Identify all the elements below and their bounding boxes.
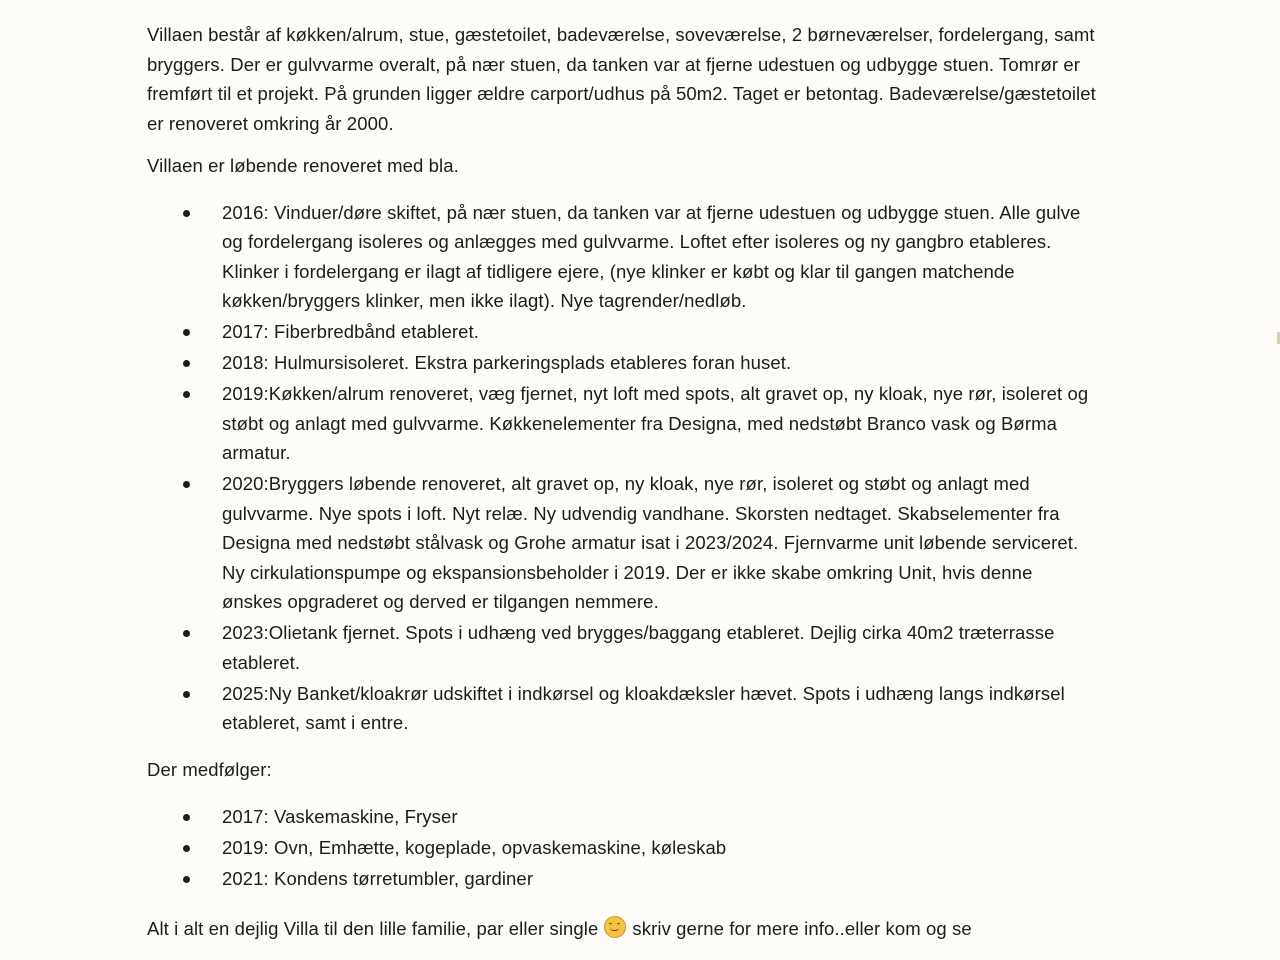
renovation-text: 2020:Bryggers løbende renoveret, alt gravet op, ny kloak, nye rør, isoleret og støbt og anlagt med gulvvarme. Nye spots i loft. Nyt relæ. Ny udvendig vandhane. Skorsten nedtaget. Skabselementer fra Designa med nedstøbt stålvask og Grohe armatur isat i 2023/2024. Fjernvarme unit løbende serviceret. Ny cirkulationspumpe og ekspansionsbeholder i 2019. Der er ikke skabe omkring Unit, hvis denne ønskes opgraderet og derved er tilgangen nemmere.: [222, 473, 1079, 612]
bullet-icon: [183, 691, 190, 698]
renovation-text: 2018: Hulmursisoleret. Ekstra parkeringsplads etableres foran huset.: [222, 352, 792, 373]
list-item: [147, 348, 1097, 378]
bullet-icon: [183, 210, 190, 217]
included-text: 2019: Ovn, Emhætte, kogeplade, opvaskemaskine, køleskab: [222, 837, 727, 858]
list-item: [147, 379, 1097, 468]
bullet-icon: [183, 876, 190, 883]
renovation-text: 2016: Vinduer/døre skiftet, på nær stuen, da tanken var at fjerne udestuen og udbygge stuen. Alle gulve og fordelergang isoleres og anlægges med gulvvarme. Loftet efter isoleres og ny gangbro etableres. Klinker i fordelergang er ilagt af tidligere ejere, (nye klinker er købt og klar til gangen matchende køkken/bryggers klinker, men ikke ilagt). Nye tagrender/nedløb.: [222, 201, 1081, 311]
list-item: [147, 802, 1097, 832]
document-page: [147, 20, 1097, 943]
renovation-text: 2017: Fiberbredbånd etableret.: [222, 321, 480, 342]
included-text: 2021: Kondens tørretumbler, gardiner: [222, 868, 534, 889]
bullet-icon: [183, 481, 190, 488]
bullet-icon: [183, 360, 190, 367]
renovation-text: 2019:Køkken/alrum renoveret, væg fjernet, nyt loft med spots, alt gravet op, ny kloak, nye rør, isoleret og støbt og anlagt med gulvvarme. Køkkenelementer fra Designa, med nedstøbt Branco vask og Børma armatur.: [222, 383, 1089, 463]
included-text: 2017: Vaskemaskine, Fryser: [222, 806, 458, 827]
closing-text-start: Alt i alt en dejlig Villa til den lille familie, par eller single: [147, 917, 599, 939]
renovation-text: 2023:Olietank fjernet. Spots i udhæng ved brygges/baggang etableret. Dejlig cirka 40m2 træterrasse etableret.: [222, 622, 1055, 673]
list-item: [147, 198, 1097, 316]
list-item: [147, 679, 1097, 738]
smiley-emoji-icon: [604, 916, 626, 938]
bullet-icon: [183, 845, 190, 852]
bullet-icon: [183, 630, 190, 637]
included-heading: Der medfølger:: [147, 758, 272, 780]
closing-text-end: skriv gerne for mere info..eller kom og se: [632, 917, 972, 939]
list-item: [147, 864, 1097, 894]
bullet-icon: [183, 329, 190, 336]
renovations-list: [147, 198, 1097, 738]
intro-paragraph: Villaen består af køkken/alrum, stue, gæstetoilet, badeværelse, soveværelse, 2 børneværelser, fordelergang, samt bryggers. Der er gulvvarme overalt, på nær stuen, da tanken var at fjerne udestuen og udbygge stuen. Tomrør er fremført til et projekt. På grunden ligger ældre carport/udhus på 50m2. Taget er betontag. Badeværelse/gæstetoilet er renoveret omkring år 2000.: [147, 24, 1096, 134]
list-item: [147, 618, 1097, 677]
renovation-text: 2025:Ny Banket/kloakrør udskiftet i indkørsel og kloakdæksler hævet. Spots i udhæng langs indkørsel etableret, samt i entre.: [222, 682, 1065, 733]
renovations-lead: Villaen er løbende renoveret med bla.: [147, 155, 459, 176]
list-item: [147, 833, 1097, 863]
list-item: [147, 469, 1097, 617]
closing-paragraph: [147, 914, 1097, 944]
bullet-icon: [183, 391, 190, 398]
bullet-icon: [183, 814, 190, 821]
included-list: [147, 802, 1097, 894]
list-item: [147, 317, 1097, 347]
